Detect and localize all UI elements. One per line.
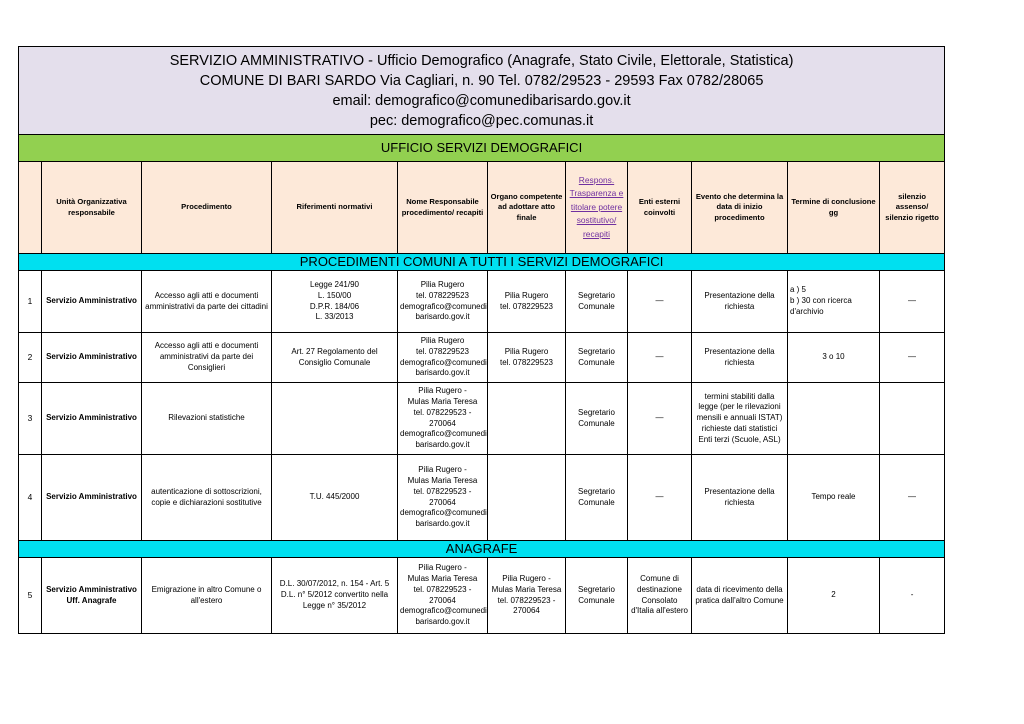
cell-substitute: Segretario Comunale	[566, 383, 628, 455]
cell-unit: Servizio Amministrativo Uff. Anagrafe	[42, 558, 142, 634]
cell-event: Presentazione della richiesta	[692, 271, 788, 333]
cell-organ	[488, 383, 566, 455]
office-title: UFFICIO SERVIZI DEMOGRAFICI	[19, 135, 945, 162]
table-row	[19, 383, 945, 455]
col-index	[19, 162, 42, 254]
cell-references: Art. 27 Regolamento del Consiglio Comunale	[272, 333, 398, 383]
cell-references: T.U. 445/2000	[272, 455, 398, 541]
col-organ: Organo competente ad adottare atto finale	[488, 162, 566, 254]
cell-external: —	[628, 333, 692, 383]
col-substitute-link[interactable]: Respons. Trasparenza e titolare potere sostitutivo/ recapiti	[566, 162, 628, 254]
cell-external: —	[628, 455, 692, 541]
header-line-2: COMUNE DI BARI SARDO Via Cagliari, n. 90 Tel. 0782/29523 - 29593 Fax 0782/28065	[199, 72, 764, 89]
cell-unit: Servizio Amministrativo	[42, 271, 142, 333]
cell-substitute: Segretario Comunale	[566, 558, 628, 634]
header-line-4: pec: demografico@pec.comunas.it	[369, 112, 594, 129]
cell-references: D.L. 30/07/2012, n. 154 - Art. 5 D.L. n° 5/2012 convertito nella Legge n° 35/2012	[272, 558, 398, 634]
col-silence: silenzio assenso/ silenzio rigetto	[880, 162, 945, 254]
cell-organ	[488, 455, 566, 541]
cell-event: Presentazione della richiesta	[692, 455, 788, 541]
cell-procedure: autenticazione di sottoscrizioni, copie e dichiarazioni sostitutive	[142, 455, 272, 541]
col-term: Termine di conclusione gg	[788, 162, 880, 254]
column-headers	[19, 162, 945, 254]
document-header	[19, 47, 945, 135]
cell-substitute: Segretario Comunale	[566, 333, 628, 383]
row-number: 4	[19, 455, 42, 541]
cell-external: —	[628, 271, 692, 333]
cell-silence: —	[880, 271, 945, 333]
section-anagrafe: ANAGRAFE	[19, 541, 945, 558]
cell-responsible: Pilia Rugero - Mulas Maria Teresa tel. 078229523 - 270064 demografico@comunedi barisardo.gov.it	[398, 383, 488, 455]
cell-external: Comune di destinazione Consolato d'Italia all'estero	[628, 558, 692, 634]
cell-unit: Servizio Amministrativo	[42, 455, 142, 541]
cell-event: data di ricevimento della pratica dall'altro Comune	[692, 558, 788, 634]
cell-silence: —	[880, 333, 945, 383]
cell-silence	[880, 383, 945, 455]
cell-procedure: Accesso agli atti e documenti amministrativi da parte dei cittadini	[142, 271, 272, 333]
table-row	[19, 558, 945, 634]
cell-silence: -	[880, 558, 945, 634]
cell-external: —	[628, 383, 692, 455]
cell-silence: —	[880, 455, 945, 541]
cell-unit: Servizio Amministrativo	[42, 383, 142, 455]
section-common: PROCEDIMENTI COMUNI A TUTTI I SERVIZI DEMOGRAFICI	[19, 254, 945, 271]
row-number: 2	[19, 333, 42, 383]
cell-responsible: Pilia Rugero - Mulas Maria Teresa tel. 078229523 - 270064 demografico@comunedi barisardo.gov.it	[398, 455, 488, 541]
cell-organ: Pilia Rugero - Mulas Maria Teresa tel. 078229523 - 270064	[488, 558, 566, 634]
cell-references	[272, 383, 398, 455]
cell-procedure: Accesso agli atti e documenti amministrativi da parte dei Consiglieri	[142, 333, 272, 383]
col-responsible: Nome Responsabile procedimento/ recapiti	[398, 162, 488, 254]
table-row	[19, 455, 945, 541]
cell-responsible: Pilia Rugero - Mulas Maria Teresa tel. 078229523 - 270064 demografico@comunedi barisardo.gov.it	[398, 558, 488, 634]
cell-substitute: Segretario Comunale	[566, 271, 628, 333]
table-row	[19, 333, 945, 383]
col-event: Evento che determina la data di inizio procedimento	[692, 162, 788, 254]
cell-term: Tempo reale	[788, 455, 880, 541]
table-row	[19, 271, 945, 333]
cell-term: 3 o 10	[788, 333, 880, 383]
cell-responsible: Pilia Rugero tel. 078229523 demografico@comunedi barisardo.gov.it	[398, 333, 488, 383]
col-procedure: Procedimento	[142, 162, 272, 254]
cell-organ: Pilia Rugero tel. 078229523	[488, 333, 566, 383]
cell-event: termini stabiliti dalla legge (per le rilevazioni mensili e annuali ISTAT) richieste dati statistici Enti terzi (Scuole, ASL)	[692, 383, 788, 455]
header-line-1: SERVIZIO AMMINISTRATIVO - Ufficio Demografico (Anagrafe, Stato Civile, Elettorale, Statistica)	[169, 52, 794, 69]
procedures-table	[18, 46, 945, 634]
cell-term: a ) 5 b ) 30 con ricerca d'archivio	[788, 271, 880, 333]
cell-term: 2	[788, 558, 880, 634]
cell-procedure: Rilevazioni statistiche	[142, 383, 272, 455]
col-unit: Unità Organizzativa responsabile	[42, 162, 142, 254]
cell-term	[788, 383, 880, 455]
col-external: Enti esterni coinvolti	[628, 162, 692, 254]
row-number: 3	[19, 383, 42, 455]
cell-event: Presentazione della richiesta	[692, 333, 788, 383]
cell-responsible: Pilia Rugero tel. 078229523 demografico@comunedi barisardo.gov.it	[398, 271, 488, 333]
header-line-3: email: demografico@comunedibarisardo.gov.it	[332, 92, 631, 109]
row-number: 1	[19, 271, 42, 333]
col-references: Riferimenti normativi	[272, 162, 398, 254]
row-number: 5	[19, 558, 42, 634]
cell-procedure: Emigrazione in altro Comune o all'estero	[142, 558, 272, 634]
cell-substitute: Segretario Comunale	[566, 455, 628, 541]
cell-references: Legge 241/90 L. 150/00 D.P.R. 184/06 L. 33/2013	[272, 271, 398, 333]
cell-organ: Pilia Rugero tel. 078229523	[488, 271, 566, 333]
cell-unit: Servizio Amministrativo	[42, 333, 142, 383]
